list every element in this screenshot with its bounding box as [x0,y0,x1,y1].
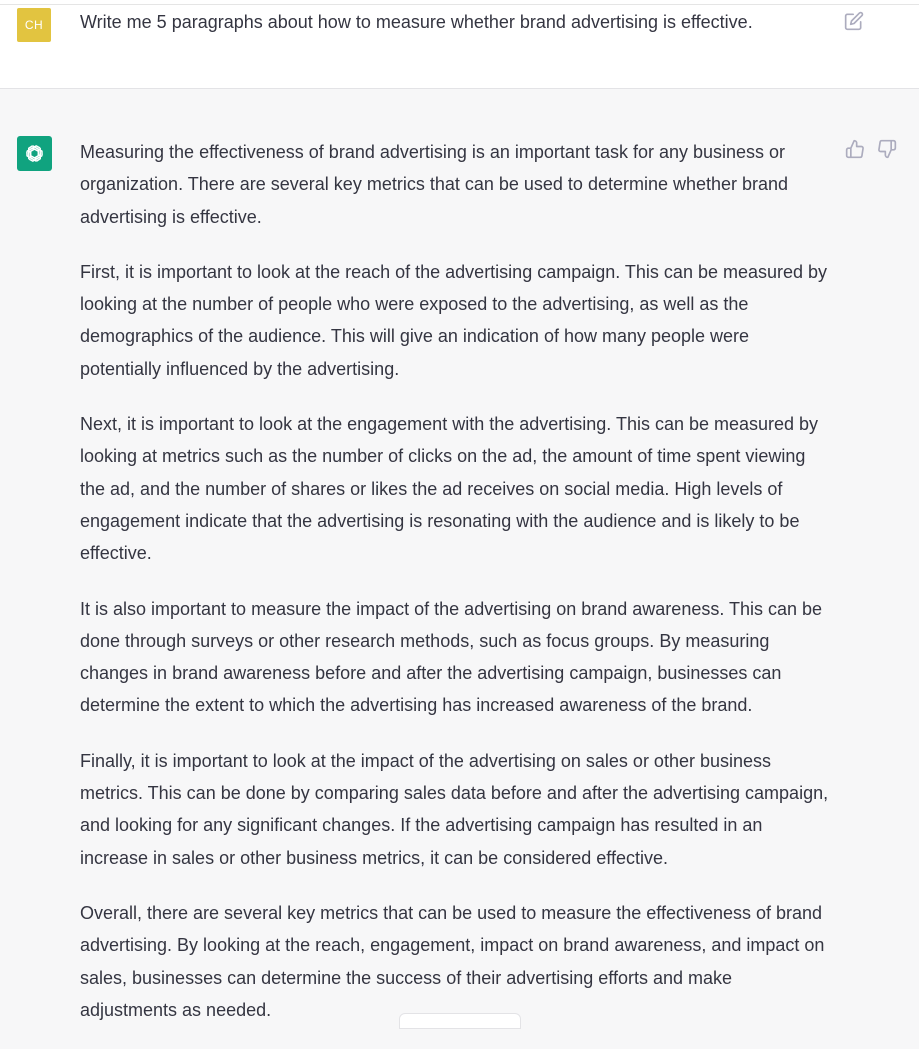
edit-icon[interactable] [844,11,864,31]
user-message-row [0,5,919,89]
paragraph: First, it is important to look at the reach of the advertising campaign. This can be measured by looking at the number of people who were exposed to the advertising, as well as the demographics of the audience. This will give an indication of how many people were potentially influenced by the advertising. [80,261,828,379]
paragraph: Measuring the effectiveness of brand advertising is an important task for any business or organization. There are several key metrics that can be used to determine whether brand advertising is effective. [80,142,789,227]
regenerate-button-edge[interactable] [399,1013,521,1029]
assistant-message-text [80,136,832,1049]
thumbs-up-icon[interactable] [845,139,865,159]
assistant-message-row [0,89,919,1024]
openai-logo-icon [17,136,52,171]
user-message-text: Write me 5 paragraphs about how to measure whether brand advertising is effective. [80,12,753,32]
paragraph: Overall, there are several key metrics that can be used to measure the effectiveness of brand advertising. By looking at the reach, engagement, impact on brand awareness, and impact on sales, businesses can determine the success of their advertising efforts and make adjustments as needed. [80,902,825,1020]
paragraph: It is also important to measure the impact of the advertising on brand awareness. This can be done through surveys or other research methods, such as focus groups. By measuring changes in brand awareness before and after the advertising campaign, businesses can determine the extent to which the advertising has increased awareness of the brand. [80,598,823,716]
paragraph: Next, it is important to look at the engagement with the advertising. This can be measured by looking at metrics such as the number of clicks on the ad, the amount of time spent viewing the ad, and the number of shares or likes the ad receives on social media. High levels of engagement indicate that the advertising is resonating with the audience and is likely to be effective. [80,414,819,564]
thumbs-down-icon[interactable] [877,139,897,159]
paragraph: Finally, it is important to look at the impact of the advertising on sales or other business metrics. This can be done by comparing sales data before and after the advertising campaign, and looking for any significant changes. If the advertising campaign has resulted in an increase in sales or other business metrics, it can be considered effective. [80,750,829,868]
user-avatar: CH [17,8,51,42]
